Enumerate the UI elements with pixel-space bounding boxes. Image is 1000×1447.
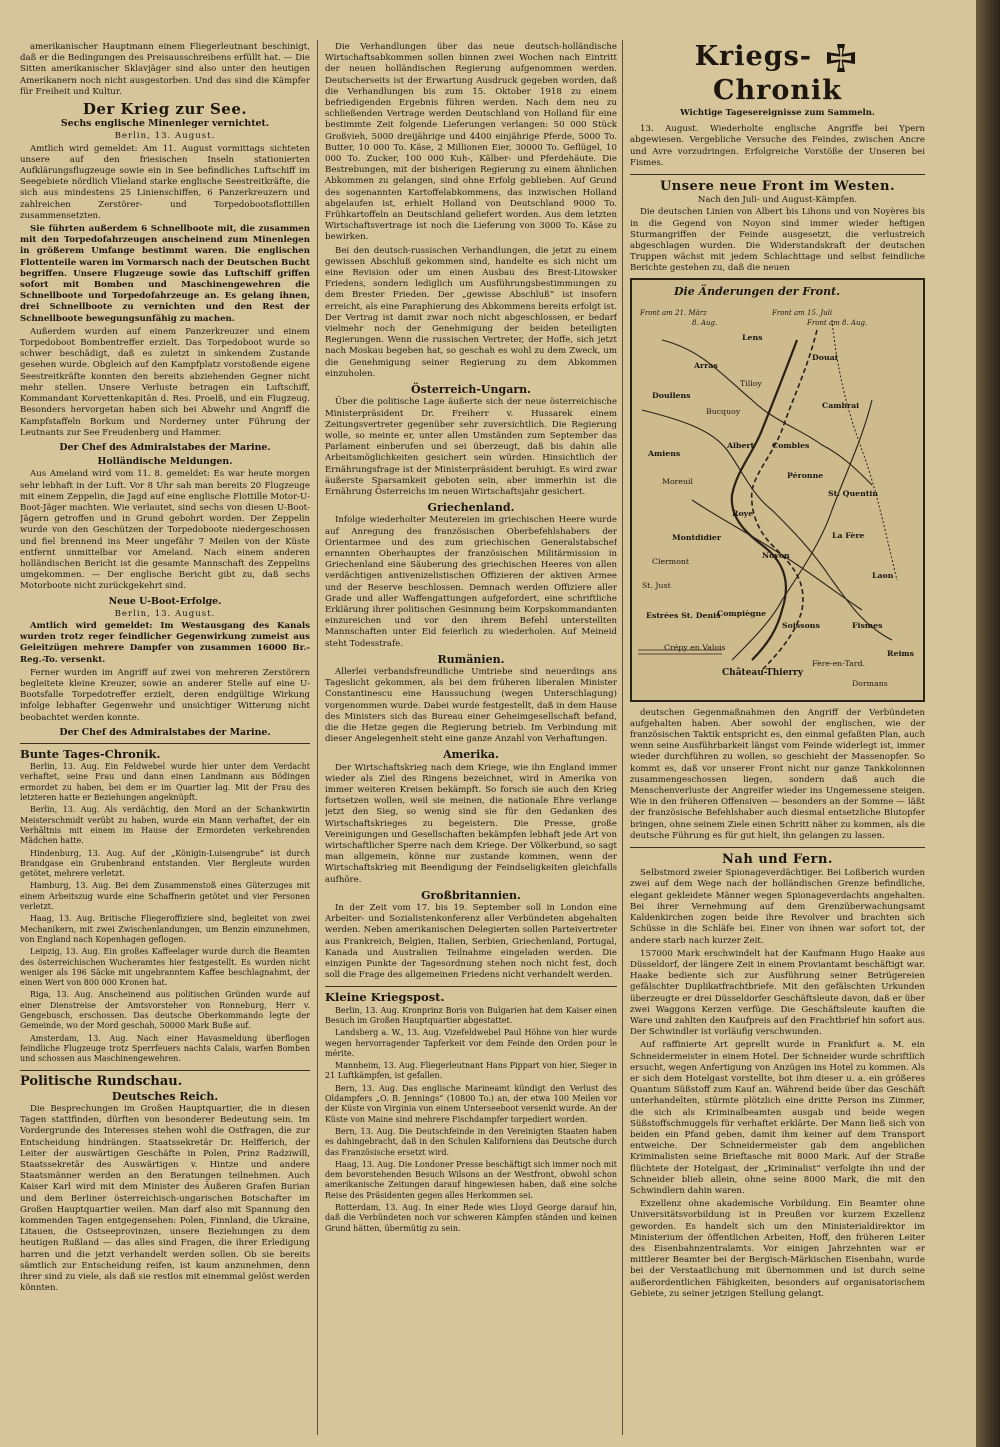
article-paragraph: Ferner wurden im Angriff auf zwei von mehreren Zerstörern begleitete kleine Kreuzer, sowie an anderer Stelle auf eine U-Bootsfalle Torpedotreffer erzielt, deren endgültige Wirkung infolge lebhafter Gegenwehr und unsichtiger Witterung nicht beobachtet werden konnte. [20, 667, 310, 723]
city-label: La Fère [832, 530, 865, 540]
rumaenien-heading: Rumänien. [437, 652, 505, 666]
signature-line: Der Chef des Admiralstabes der Marine. [59, 726, 271, 738]
news-item: Hamburg, 13. Aug. Bei dem Zusammenstoß eines Güterzuges mit einem Arbeitszug wurde eine Schaffnerin getötet und vier Personen verletzt. [20, 881, 310, 912]
city-label: Albert [727, 440, 755, 450]
news-item: Riga, 13. Aug. Anscheinend aus politischen Gründen wurde auf einer Dienstreise der Amtsvorsteher von Ronneburg, Herr v. Gengebusch, erschossen. Das deutsche Oberkommando legte der Gemeinde, wo der Mord geschah, 50000 Mark Buße auf. [20, 990, 310, 1031]
article-paragraph: Die Besprechungen im Großen Hauptquartier, die in diesen Tagen stattfinden, dürften von besonderer Bedeutung sein. Im Vordergrunde des Interesses stehen wohl die Ostfragen, die zur Entscheidung hindrängen. Staatssekretär Dr. Helfferich, der Leiter der auswärtigen Geschäfte in Polen, Prinz Radziwill, Staatssekretär des Auswärtigen v. Hintze und andere Staatsmänner werden an den Beratungen teilnehmen. Auch Kaiser Karl wird mit dem Minister des Äußeren Grafen Burian und dem Berliner österreichisch-ungarischen Botschafter im Großen Hauptquartier weilen. Man darf also mit Spannung den kommenden Tagen entgegensehen: Polen, Finnland, die Ukraine, Litauen, die Ostseeprovinzen, unsere Beziehungen zu dem heutigen Rußland — das alles sind Fragen, die ihrer Erledigung harren und die jetzt verhandelt werden sollen. Ob sie bereits sämtlich zur Entscheidung reifen, ist kaum anzunehmen, denn ihrer sind zu viele, als daß sie restlos mit einemmal gelöst werden könnten. [20, 1103, 310, 1294]
separator [325, 986, 617, 987]
kriegs-chronik-masthead [630, 40, 925, 108]
article-paragraph: Über die politische Lage äußerte sich der neue österreichische Ministerpräsident Dr. Freiherr v. Hussarek einem Zeitungsvertreter gegenüber sehr zuversichtlich. Die Regierung wolle, so meinte er, unter allen Umständen zum September das Parlament einberufen und sei überzeugt, daß bis dahin alle Arbeitsmöglichkeiten gesichert sein würden. Hinsichtlich der Ernährungsfrage ist der Ministerpräsident beruhigt. Es wird zwar äußerste Sparsamkeit geboten sein, aber immerhin ist die Ernährung Österreichs im neuen Wirtschaftsjahr gesichert. [325, 397, 617, 497]
news-item: Hindenburg, 13. Aug. Auf der „Königin-Luisengrube“ ist durch Brandgase ein Grubenbrand entstanden. Vier Bergleute wurden getötet, mehrere verletzt. [20, 848, 310, 879]
legend-august: 8. Aug. [692, 318, 718, 327]
separator [630, 847, 925, 848]
article-paragraph: Die deutschen Linien von Albert bis Lihons und von Noyères bis in die Gegend von Noyon sind immer wieder heftigen Sturmangriffen der Feinde ausgesetzt, die verlustreich abgeschlagen wurden. Die Widerstandskraft der deutschen Truppen wächst mit jedem Schlachttage und selbst feindliche Berichte gestehen zu, daß die neuen [630, 207, 925, 274]
news-item: Auf raffinierte Art geprellt wurde in Frankfurt a. M. ein Schneidermeister in einem Hotel. Der Schneider wurde schriftlich ersucht, wegen Anfertigung von Anzügen ins Hotel zu kommen. Als er sich dem Hotelgast vorstellte, bot ihm dieser u. a. ein größeres Quantum Süßstoff zum Kauf an. Während beide über das Geschäft unterhandelten, stürmte plötzlich eine dritte Person ins Zimmer, die sich als Kriminalbeamten ausgab und beide wegen Süßstoffschmuggels für verhaftet erklärte. Der Mann ließ sich von beiden ein Pfand geben, damit ihm keiner auf dem Transport entweiche. Der Schneidermeister gab dem angeblichen Kriminalisten seine Brieftasche mit 8000 Mark. Auf der Straße flüchtete der Hotelgast, der „Kriminalist“ verfolgte ihn und der Schneider blieb allein, ohne seine 8000 Mark, die mit den Schwindlern dahin waren. [630, 1040, 925, 1196]
news-item: Haag, 13. Aug. Britische Fliegeroffiziere sind, begleitet von zwei Mechanikern, mit zwei Zwischenlandungen, um Benzin einzunehmen, von England nach Kopenhagen geflogen. [20, 914, 310, 944]
kleine-kriegspost-heading: Kleine Kriegspost. [325, 990, 445, 1005]
city-label: Douai [812, 352, 838, 362]
legend-front-march: Front am 21. März [640, 308, 707, 317]
article-paragraph: Aus Ameland wird vom 11. 8. gemeldet: Es war heute morgen sehr lebhaft in der Luft. Vor 8 Uhr sah man bereits 20 Flugzeuge mit einem Zeppelin, die Jagd auf eine englische Flottille Motor-U-Boot-Jäger machten. Wie verlautet, sind sechs von diesen U-Boot-Jägern getroffen und in Grund gebohrt worden. Der Zeppelin wurde von den Geschützen der Torpedoboote niedergeschossen und fiel brennend ins Meer ungefähr 7 Meilen von der Küste entfernt unmittelbar vor Ameland. Nach einem anderen holländischen Bericht ist die gesamte Mannschaft des Zeppelins umgekommen. — Der englische Bericht gibt zu, daß sechs Motorboote nicht zurückgekehrt sind. [20, 469, 310, 592]
news-item: Landsberg a. W., 13. Aug. Vizefeldwebel Paul Höhne von hier wurde wegen hervorragender Tapferkeit vor dem Feinde den Orden pour le mérite. [325, 1028, 617, 1058]
news-item: Berlin, 13. Aug. Als verdächtig, den Mord an der Schankwirtin Meisterschmidt verübt zu haben, wurde ein Mann verhaftet, der ein Verhältnis mit einem im Hause der Ermordeten verkehrenden Mädchen hatte. [20, 805, 310, 846]
city-label: Crépy en Valois [664, 642, 726, 652]
news-item: Haag, 13. Aug. Die Londoner Presse beschäftigt sich immer noch mit dem bevorstehenden Besuch Wilsons an der Westfront, obwohl schon amerikanische Zeitungen darauf hingewiesen haben, daß eine solche Reise des Präsidenten gegen alles Herkommen sei. [325, 1159, 617, 1200]
city-label: Combles [772, 440, 810, 450]
intro-paragraph: amerikanischer Hauptmann einem Fliegerleutnant beschinigt, daß er die Bedingungen des Preisausschreibens erfüllt hat. — Die Sitten amerikanischer Sklavjäger sind also unter den heutigen Amerikanern noch nicht ausgestorben. Und das sind die Kämpfer für Freiheit und Kultur. [20, 42, 310, 97]
politische-rundschau-heading: Politische Rundschau. [20, 1073, 183, 1089]
article-paragraph: Außerdem wurden auf einem Panzerkreuzer und einem Torpedoboot Bombentreffer erzielt. Das Torpedoboot wurde so schwer beschädigt, daß es zuletzt in sinkendem Zustande gesehen wurde. Obgleich auf den Kampfplatz vorstoßende eigene Seestreitkräfte konnten den bereits abziehenden Gegner nicht mehr stellen. Unsere Verluste betragen ein Luftschiff, Kommandant Korvettenkapitän d. Res. Proelß, und ein Flugzeug. Besonders hervorgetan haben sich bei Abwehr und Angriff die Kampfstaffeln Borkum und Norderney unter Führung der Leutnants zur See Freudenberg und Hammer. [20, 326, 310, 438]
front-subheading: Nach den Juli- und August-Kämpfen. [697, 195, 858, 206]
hollaendische-meldungen-heading: Holländische Meldungen. [97, 456, 233, 468]
dateline: Berlin, 13. August. [114, 131, 216, 142]
column-left [20, 42, 310, 1432]
city-label: Château-Thierry [722, 667, 804, 678]
separator [20, 743, 310, 744]
news-item: Rotterdam, 13. Aug. In einer Rede wies Lloyd George darauf hin, daß die Verbündeten noch vor schweren Kämpfen ständen und keinen Grund hätten, übermütig zu sein. [325, 1203, 617, 1233]
article-paragraph: Allerlei verbandsfreundliche Umtriebe sind neuerdings ans Tageslicht gekommen, als bei dem früheren liberalen Minister Constantinescu eine Haussuchung (wegen Unterschlagung) vorgenommen wurde. Dabei wurde festgestellt, daß in dem Hause des Ministers sich das Bureau einer Geheimgesellschaft befand, die die Hetze gegen die Regierung betrieb. Im Verbindung mit dieser Angelegenheit steht eine ganze Anzahl von Verhaftungen. [325, 666, 617, 745]
city-label: Soissons [782, 620, 820, 630]
news-item: Bern, 13. Aug. Das englische Marineamt kündigt den Verlust des Oldampfers „O. B. Jennings“ (10800 To.) an, der etwa 100 Meilen vor der Küste von Virginia von einem Unterseeboot versenkt wurde. An der Küste von Maine sind mehrere Fischdampfer torpediert worden. [325, 1083, 617, 1124]
city-label: Estrées St. Denis [646, 610, 721, 620]
article-paragraph: Der Wirtschaftskrieg nach dem Kriege, wie ihn England immer wieder als Ziel des Ringens bezeichnet, wird in Amerika von immer weiteren Kreisen bekämpft. So forsch sie auch den Krieg fortsetzen wollen, weil sie meinen, die nationale Ehre verlange jetzt den Sieg, so wenig sind sie für den Gedanken des Wirtschaftskrieges zu begeistern. Die Presse, große Vereinigungen und Gesellschaften bekämpfen lebhaft jede Art von wirtschaftlicher Sperre nach dem Kriege. Der Völkerbund, so sagt man allgemein, könne nur zustande kommen, wenn der Wirtschaftskrieg mit Beendigung der Feindseligkeiten gleichfalls aufhöre. [325, 762, 617, 885]
minenleger-subheading: Sechs englische Minenleger vernichtet. [60, 118, 270, 130]
news-item: Berlin, 13. Aug. Kronprinz Boris von Bulgarien hat dem Kaiser einen Besuch im Großen Hauptquartier abgestattet. [325, 1005, 617, 1025]
city-label: Roye [732, 508, 754, 518]
masthead-left: Kriegs- [694, 41, 812, 72]
neue-front-heading: Unsere neue Front im Westen. [659, 179, 896, 195]
article-paragraph: In der Zeit vom 17. bis 19. September soll in London eine Arbeiter- und Sozialistenkonferenz aller Verbündeten abgehalten werden. Neben amerikanischen Delegierten sollen Parteivertreter aus Frankreich, Belgien, Italien, Serbien, Griechenland, Portugal, Kanada und Australien Teilnahme eingeladen werden. Die einzigen Punkte der Tagesordnung stehen noch nicht fest, doch soll die Frage des allgemeinen Friedens nicht verhandelt werden. [325, 903, 617, 981]
article-paragraph: Die Verhandlungen über das neue deutsch-holländische Wirtschaftsabkommen sollen binnen zwei Wochen nach Eintritt der neuen holländischen Regierung aufgenommen werden. Deutscherseits ist der Erwartung Ausdruck gegeben worden, daß die Verhandlungen bis zum 15. Oktober 1918 zu einem befriedigenden Ergebnis führen werden. Nach dem neu zu schließenden Vertrage werden Deutschland von Holland für eine bestimmte Zeit folgende Lieferungen verlangen: 50 000 Stück Großvieh, 5000 dreijährige und 4400 einjährige Pferde, 5000 To. Butter, 10 000 To. Käse, 2 Millionen Eier, 30000 To. Geflügel, 10 000 To. Zucker, 100 000 Kuh-, Kälber- und Pferdehäute. Die Bestrebungen, mit der bisherigen Regierung zu einem ähnlichen Abkommen zu gelangen, sind ohne Erfolg geblieben. Auf Grund des sogenannten Kartoffelabkommens, das inzwischen Holland abgelaufen ist, erhielt Holland von Deutschland 9000 To. Frühkartoffeln an Deutschland geliefert worden. Aus dem letzten Wirtschaftsvertrage ist noch die Lieferung von 3000 To. Käse zu bewirken. [325, 42, 617, 243]
separator [630, 174, 925, 175]
city-label: Moreuil [662, 476, 694, 486]
news-item: Berlin, 13. Aug. Ein Feldwebel wurde hier unter dem Verdacht verhaftet, seine Frau und dann einen Landmann aus Bödingen ermordet zu haben, bei dem er im Quartier lag. Mit der Frau des letzteren hatte er Beziehungen angeknüpft. [20, 762, 310, 803]
legend-front-july: Front am 15. Juli [772, 308, 833, 317]
city-label: Fismes [852, 620, 883, 630]
city-label: Lens [742, 332, 763, 342]
city-label: Fère-en-Tard. [812, 658, 866, 668]
city-label: Compiègne [717, 608, 767, 618]
amerika-heading: Amerika. [443, 748, 499, 762]
chronicle-entry: 13. August. Wiederholte englische Angriffe bei Ypern abgewiesen. Vergebliche Versuche des Feindes, zwischen Ancre und Avre vorzudringen. Erfolgreiche Vorstöße der Unseren bei Fismes. [630, 124, 925, 168]
article-paragraph: Sie führten außerdem 6 Schnellboote mit, die zusammen mit den Torpedofahrzeugen anscheinend zum Minenlegen in größerem Umfange bestimmt waren. Die englischen Flottenteile waren im Vormarsch nach der Deutschen Bucht begriffen. Unsere Flugzeuge sowie das Luftschiff griffen sofort mit Bomben und Maschinengewehren die Schnellboote und Torpedofahrzeuge an. Es gelang ihnen, drei Schnellboote zu vernichten und den Rest der Schnellboote bewegungsunfähig zu machen. [20, 224, 310, 324]
city-label: Péronne [787, 470, 824, 480]
griechenland-heading: Griechenland. [427, 501, 515, 515]
news-item: Amsterdam, 13. Aug. Nach einer Havasmeldung überflogen feindliche Flugzeuge trotz Sperrfeuers nachts Calais, warfen Bomben und schossen aus Maschinengewehren. [20, 1033, 310, 1064]
nah-und-fern-heading: Nah und Fern. [722, 852, 833, 868]
separator [20, 1070, 310, 1071]
city-label: Bucquoy [706, 406, 741, 416]
map-title: Die Änderungen der Front. [674, 284, 841, 298]
oesterreich-ungarn-heading: Österreich-Ungarn. [411, 383, 531, 397]
news-item: Selbstmord zweier Spionageverdächtiger. Bei Loßberich wurden zwei auf dem Wege nach der holländischen Grenze befindliche, elegant gekleidete Männer wegen Spionageverdachts angehalten. Bei ihrer Vernehmung auf dem Grenzüberwachungsamt Kaldenkirchen zogen beide ihre Revolver und brachten sich Schüsse in die Schläfe bei. Einer von ihnen war sofort tot, der andere starb nach kurzer Zeit. [630, 868, 925, 946]
city-label: Doullens [652, 390, 691, 400]
masthead-subtitle: Wichtige Tagesereignisse zum Sammeln. [680, 108, 875, 118]
krieg-zur-see-heading: Der Krieg zur See. [82, 100, 248, 119]
city-label: Laon [872, 570, 894, 580]
binding-edge [976, 0, 1000, 1447]
article-paragraph: deutschen Gegenmaßnahmen den Angriff der Verbündeten aufgehalten haben. Aber sowohl der englischen, wie der französischen Taktik entspricht es, den einmal gefaßten Plan, auch wenn seine Ausführbarkeit längst vom Feinde widerlegt ist, immer wieder durchführen zu wollen, so geschieht der Massenopfer. So kommt es, daß vor unserer Front nicht nur ganze Tankkolonnen zusammengeschossen liegen, sondern daß auch die Menschenverluste der Angreifer wieder ins Ungemessene steigen. Wie in den früheren Offensiven — besonders an der Somme — läßt der französische Befehlshaber auch diesmal entsetzliche Blutopfer bringen, ohne seinem Ziele einen Schritt näher zu kommen, als die deutsche Führung es für gut hielt, ihn gelangen zu lassen. [630, 707, 925, 841]
legend-front-august: Front am 8. Aug. [807, 318, 868, 327]
city-label: Cambrai [822, 400, 860, 410]
iron-cross-icon [825, 42, 857, 74]
city-label: Dormans [852, 678, 888, 688]
news-item: Exzellenz ohne akademische Vorbildung. Ein Beamter ohne Universitätsvorbildung ist in Preußen vor kurzem Exzellenz geworden. Es handelt sich um den Ministerialdirektor im Ministerium der öffentlichen Arbeiten, Hoff, den früheren Leiter des Eisenbahnzentralamts. Vor einigen Jahrzehnten war er mittlerer Beamter bei der Bergisch-Märkischen Eisenbahn, wurde bei der Verstaatlichung mit übernommen und ist durch seine außerordentlichen Fähigkeiten, besonders auf organisatorischem Gebiete, zu seiner jetzigen Stellung gelangt. [630, 1199, 925, 1299]
city-label: Noyon [762, 550, 790, 560]
news-item: Bern, 13. Aug. Die Deutschfeinde in den Vereinigten Staaten haben es dahingebracht, daß in den Schulen Kaliforniens das Deutsche durch das Französische ersetzt wird. [325, 1126, 617, 1157]
masthead-right: Chronik [713, 75, 842, 106]
front-map [630, 278, 925, 702]
column-right [630, 38, 925, 1428]
bunte-tages-chronik-heading: Bunte Tages-Chronik. [20, 746, 161, 761]
news-item: Leipzig, 13. Aug. Ein großes Kaffeelager wurde durch die Beamten des österreichischen Wucheramtes hier festgestellt. Es wurden nicht weniger als 196 Säcke mit ungebranntem Kaffee beschlagnahmt, der einen Wert von 800 000 Kronen hat. [20, 947, 310, 988]
article-paragraph: Infolge wiederholter Meutereien im griechischen Heere wurde auf Anregung des französischen Oberbefehlshabers der Orientarmee und des zum griechischen Generalstabschef ernannten Oberhauptes der französischen Militärmission in Griechenland eine Säuberung des griechischen Heeres von allen verdächtigen antivenizelistischen Offizieren der aktiven Armee und der Reserve beschlossen. Demnach werden Offiziere aller Grade und aller Waffengattungen aufgefordert, eine schriftliche Erklärung ihrer politischen Gesinnung beim Korpskommandanten einzureichen und vor den ihrem Befehl unterstellten Mannschaften unter Eid feierlich zu wiederholen. Auf Meineid steht Todesstrafe. [325, 515, 617, 649]
city-label: Reims [887, 648, 915, 658]
article-paragraph: Amtlich wird gemeldet: Im Westausgang des Kanals wurden trotz reger feindlicher Gegenwirkung zumeist aus Geleitzügen mehrere Dampfer von zusammen 16000 Br.-Reg.-To. versenkt. [20, 620, 310, 665]
city-label: St. Just [642, 580, 671, 590]
news-item: 157000 Mark erschwindelt hat der Kaufmann Hugo Haake aus Düsseldorf, der längere Zeit in einem Proviantamt beschäftigt war. Haake bediente sich zur Ausführung seiner Betrügereien gefälschter Duplikatfrachtbriefe. Mit den gefälschten Urkunden überzeugte er drei Düsseldorfer Geschäftsleute davon, daß er über zwei Waggons Kerzen verfüge. Die Geschäftsleute kauften die Ware und zahlten den Kaufpreis auf den Frachtbrief hin sofort aus. Der Schwindler ist vorläufig verschwunden. [630, 948, 925, 1038]
dateline: Berlin, 13. August. [114, 608, 216, 619]
column-rule [622, 40, 623, 1435]
city-label: Amiens [648, 448, 681, 458]
article-paragraph: Bei den deutsch-russischen Verhandlungen, die jetzt zu einem gewissen Abschluß gekommen sind, handelte es sich nicht um eine Revision oder um einen Ausbau des Brest-Litowsker Friedens, sondern lediglich um Ausführungsbestimmungen zu dem Brester Frieden. Der „gewisse Abschluß“ ist insofern erreicht, als eine Paraphierung des Abkommens bereits erfolgt ist. Der Vertrag ist damit zwar noch nicht abgeschlossen, er bedarf vielmehr noch der Genehmigung der beiden beteiligten Regierungen. Wenn die russischen Vertreter, der Hoffe, sich jetzt nach Moskau begeben hat, so geschah es wohl zu dem Zweck, um die Genehmigung seiner Regierung zu dem Abkommen einzuholen. [325, 245, 617, 379]
city-label: Tilloy [740, 378, 762, 388]
city-label: St. Quentin [828, 488, 878, 498]
map-lines [632, 280, 923, 696]
city-label: Montdidier [672, 532, 721, 542]
deutsches-reich-heading: Deutsches Reich. [111, 1089, 219, 1103]
news-item: Mannheim, 13. Aug. Fliegerleutnant Hans Pippart von hier, Sieger in 21 Luftkämpfen, ist gefallen. [325, 1061, 617, 1081]
city-label: Arras [694, 360, 718, 370]
signature-line: Der Chef des Admiralstabes der Marine. [59, 441, 271, 453]
column-middle [325, 42, 617, 1432]
column-rule [317, 40, 318, 1435]
grossbritannien-heading: Großbritannien. [421, 888, 521, 902]
city-label: Clermont [652, 556, 690, 566]
article-paragraph: Amtlich wird gemeldet: Am 11. August vormittags sichteten unsere auf den friesischen Inseln stationierten Aufklärungsflugzeuge sowie ein in See befindliches Luftschiff im Seegebiete nördlich Vlieland starke englische Seestreitkräfte, die sich aus mindestens 25 Linienschiffen, 6 Panzerkreuzern und zahlreichen Zerstörer- und Torpedobootsflottillen zusammensetzten. [20, 143, 310, 221]
u-boot-erfolge-heading: Neue U-Boot-Erfolge. [108, 595, 222, 607]
